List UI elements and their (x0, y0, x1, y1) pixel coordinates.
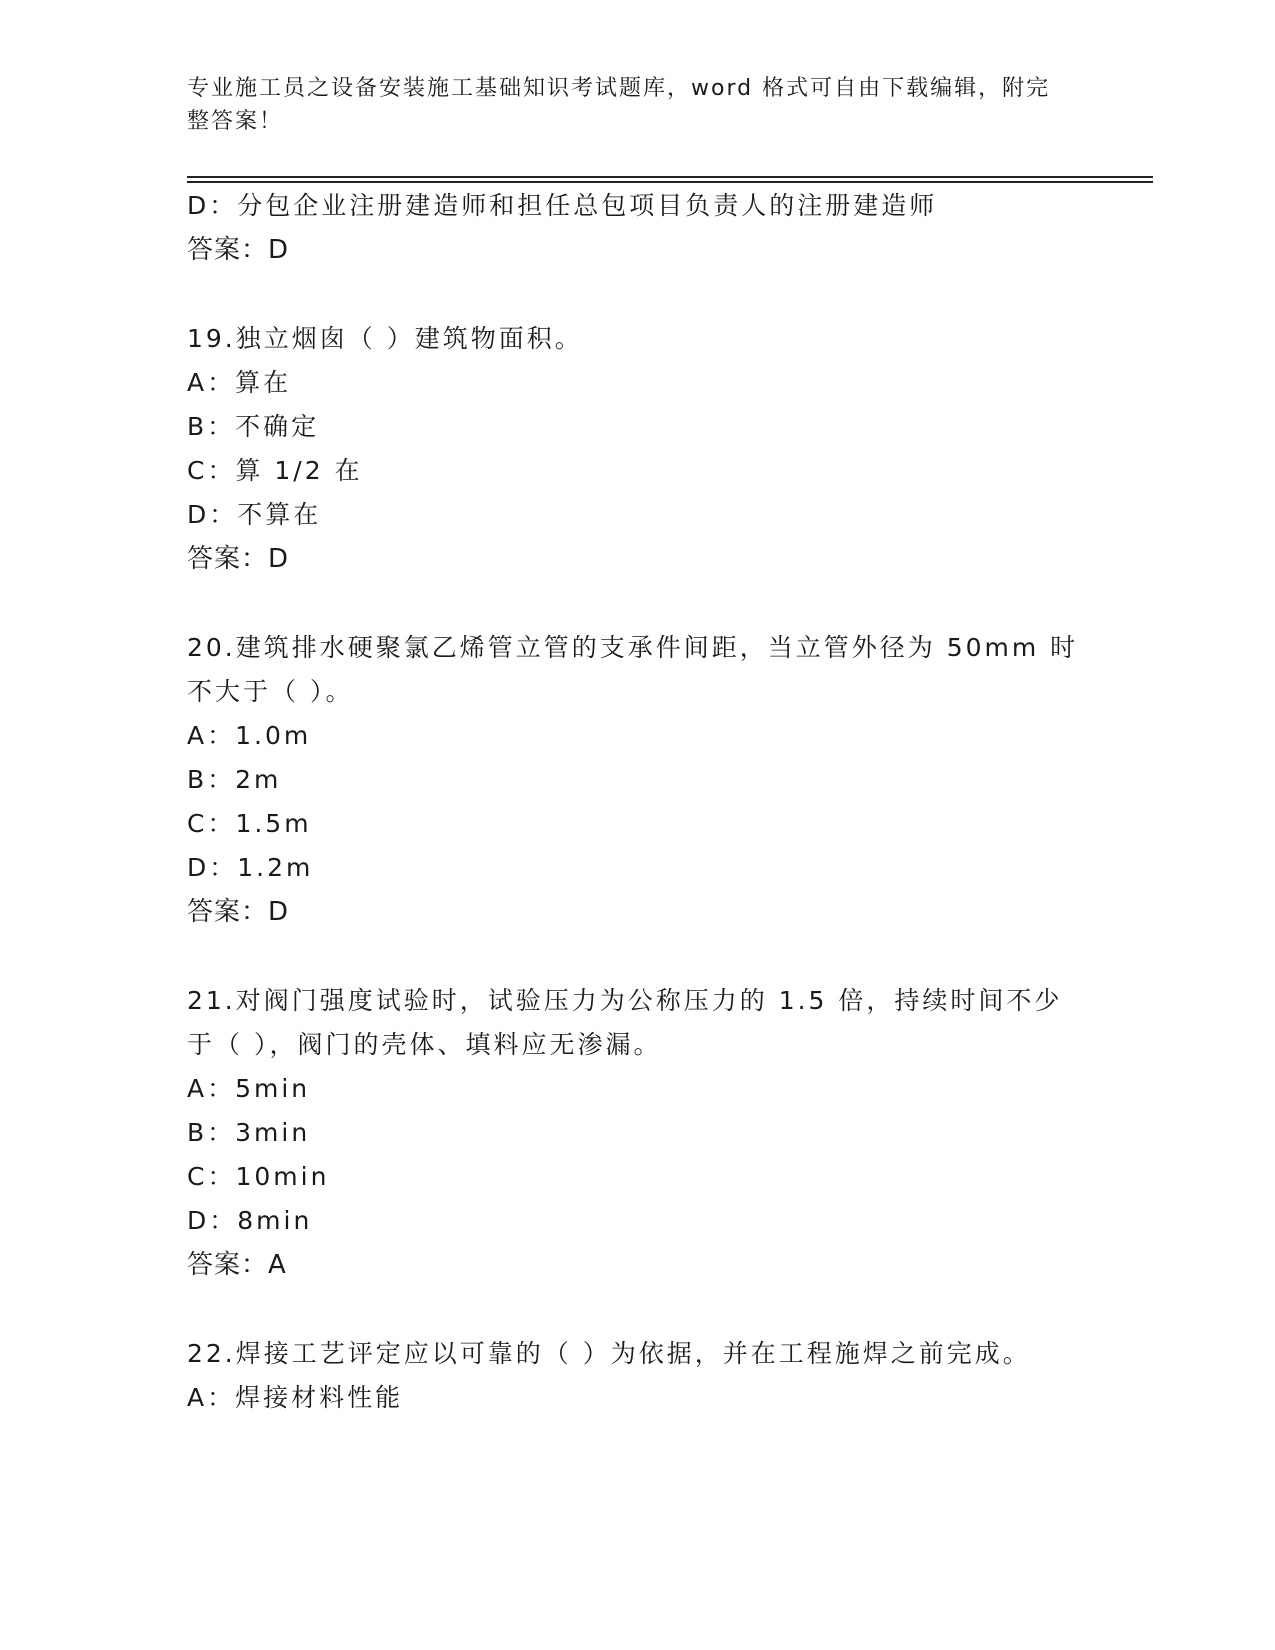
q20-option-d: D：1.2m (187, 853, 314, 882)
q22-option-a: A：焊接材料性能 (187, 1383, 404, 1412)
q20-stem-line-1: 20.建筑排水硬聚氯乙烯管立管的支承件间距，当立管外径为 50mm 时 (187, 633, 1079, 662)
q21-option-a: A：5min (187, 1074, 311, 1103)
q20-answer: 答案：D (187, 897, 290, 927)
q21-answer: 答案：A (187, 1250, 287, 1280)
q20-stem-line-2: 不大于（ ）。 (187, 677, 354, 706)
q19-answer: 答案：D (187, 544, 290, 574)
document-header (187, 72, 1067, 138)
q19-option-d: D：不算在 (187, 500, 322, 529)
q21-stem-line-1: 21.对阀门强度试验时，试验压力为公称压力的 1.5 倍，持续时间不少 (187, 986, 1063, 1015)
header-line-2: 整答案！ (187, 109, 284, 134)
q20-option-b: B：2m (187, 765, 282, 794)
q19-option-b: B：不确定 (187, 412, 320, 441)
q22-stem: 22.焊接工艺评定应以可靠的（ ）为依据，并在工程施焊之前完成。 (187, 1339, 1031, 1368)
q21-option-c: C：10min (187, 1162, 330, 1191)
q21-option-b: B：3min (187, 1118, 311, 1147)
q19-option-c: C：算 1/2 在 (187, 456, 363, 485)
q19-option-a: A：算在 (187, 368, 292, 397)
q21-option-d: D：8min (187, 1206, 313, 1235)
q21-stem-line-2: 于（ ），阀门的壳体、填料应无渗漏。 (187, 1030, 662, 1059)
header-line-1: 专业施工员之设备安装施工基础知识考试题库，word 格式可自由下载编辑，附完 (187, 76, 1051, 101)
q20-option-c: C：1.5m (187, 809, 312, 838)
header-divider-bottom (187, 181, 1153, 183)
header-divider-top (187, 176, 1153, 178)
q19-stem: 19.独立烟囱（ ）建筑物面积。 (187, 324, 583, 353)
q20-option-a: A：1.0m (187, 721, 312, 750)
q18-option-d: D：分包企业注册建造师和担任总包项目负责人的注册建造师 (187, 191, 938, 220)
q18-answer: 答案：D (187, 235, 290, 265)
